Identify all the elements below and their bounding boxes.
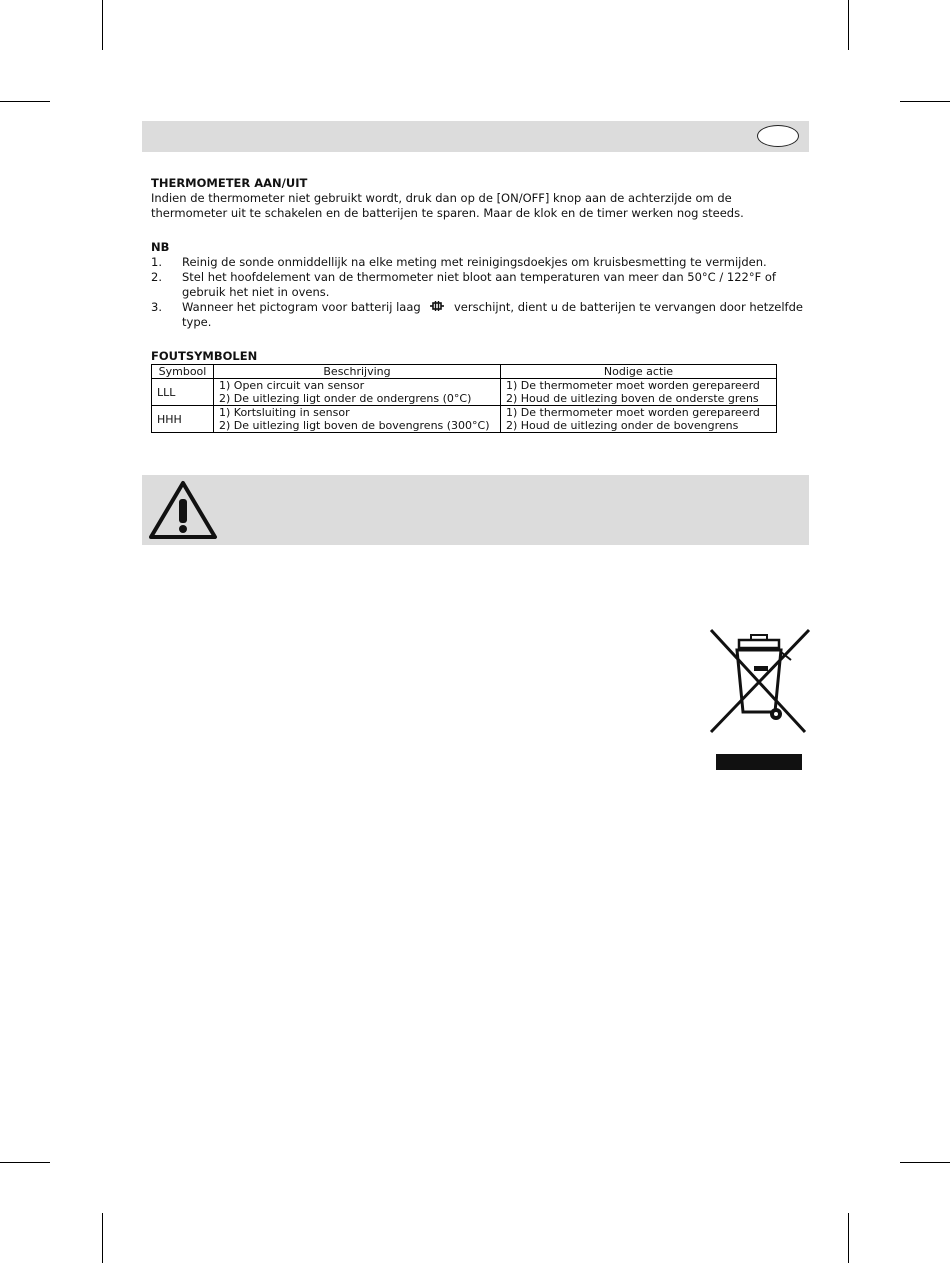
description-line: 2) De uitlezing ligt boven de bovengrens (300°C): [219, 419, 490, 432]
column-header-description: Beschrijving: [214, 365, 501, 379]
crop-mark: [848, 0, 849, 50]
description-line: 1) Open circuit van sensor: [219, 379, 365, 392]
language-badge: [757, 125, 799, 147]
list-item: [151, 255, 811, 270]
thermometer-title: THERMOMETER AAN/UIT: [151, 176, 308, 190]
list-text: Reinig de sonde onmiddellijk na elke meting met reinigingsdoekjes om kruisbesmetting te vermijden.: [182, 255, 767, 269]
symbol-cell: LLL: [152, 379, 214, 406]
symbol-cell: HHH: [152, 406, 214, 433]
weee-bar: [716, 754, 802, 770]
crop-mark: [102, 0, 103, 50]
description-cell: [214, 406, 501, 433]
list-number: 1.: [151, 255, 162, 269]
action-cell: [501, 406, 777, 433]
column-header-action: Nodige actie: [501, 365, 777, 379]
list-number: 3.: [151, 300, 162, 314]
warning-triangle-icon: [147, 479, 219, 545]
crossed-out-wheelie-bin-icon: [707, 628, 811, 740]
action-line: 2) Houd de uitlezing onder de bovengrens: [506, 419, 739, 432]
battery-low-icon: [430, 300, 444, 315]
list-text-before: Wanneer het pictogram voor batterij laag: [182, 300, 421, 314]
crop-mark: [0, 101, 50, 102]
header-bar: [142, 121, 809, 152]
description-line: 2) De uitlezing ligt onder de ondergrens (0°C): [219, 392, 472, 405]
crop-mark: [900, 101, 950, 102]
list-text: Stel het hoofdelement van de thermometer niet bloot aan temperaturen van meer dan 50°C / 122°F of gebruik het niet in ovens.: [182, 270, 776, 299]
crop-mark: [848, 1213, 849, 1263]
list-item: [151, 300, 811, 330]
action-cell: [501, 379, 777, 406]
thermometer-text: Indien de thermometer niet gebruikt wordt, druk dan op de [ON/OFF] knop aan de achterzijde om de thermometer uit te schakelen en de batterijen te sparen. Maar de klok en de timer werken nog steeds.: [151, 191, 744, 220]
list-item: [151, 270, 811, 300]
column-header-symbol: Symbool: [152, 365, 214, 379]
action-line: 1) De thermometer moet worden gerepareerd: [506, 406, 760, 419]
table-header-row: [152, 365, 777, 379]
crop-mark: [900, 1162, 950, 1163]
table-row: [152, 406, 777, 433]
crop-mark: [102, 1213, 103, 1263]
list-text: [182, 300, 811, 330]
main-content: [151, 176, 811, 433]
description-line: 1) Kortsluiting in sensor: [219, 406, 350, 419]
action-line: 2) Houd de uitlezing boven de onderste grens: [506, 392, 759, 405]
list-number: 2.: [151, 270, 162, 284]
error-table: [151, 364, 777, 433]
crop-mark: [0, 1162, 50, 1163]
nb-title: NB: [151, 240, 170, 254]
list-text-after: verschijnt, dient u de batterijen te vervangen door hetzelfde type.: [182, 300, 803, 329]
warning-bar: [142, 475, 809, 545]
description-cell: [214, 379, 501, 406]
table-row: [152, 379, 777, 406]
action-line: 1) De thermometer moet worden gerepareerd: [506, 379, 760, 392]
nb-list: [151, 255, 811, 330]
errors-title: FOUTSYMBOLEN: [151, 349, 258, 363]
